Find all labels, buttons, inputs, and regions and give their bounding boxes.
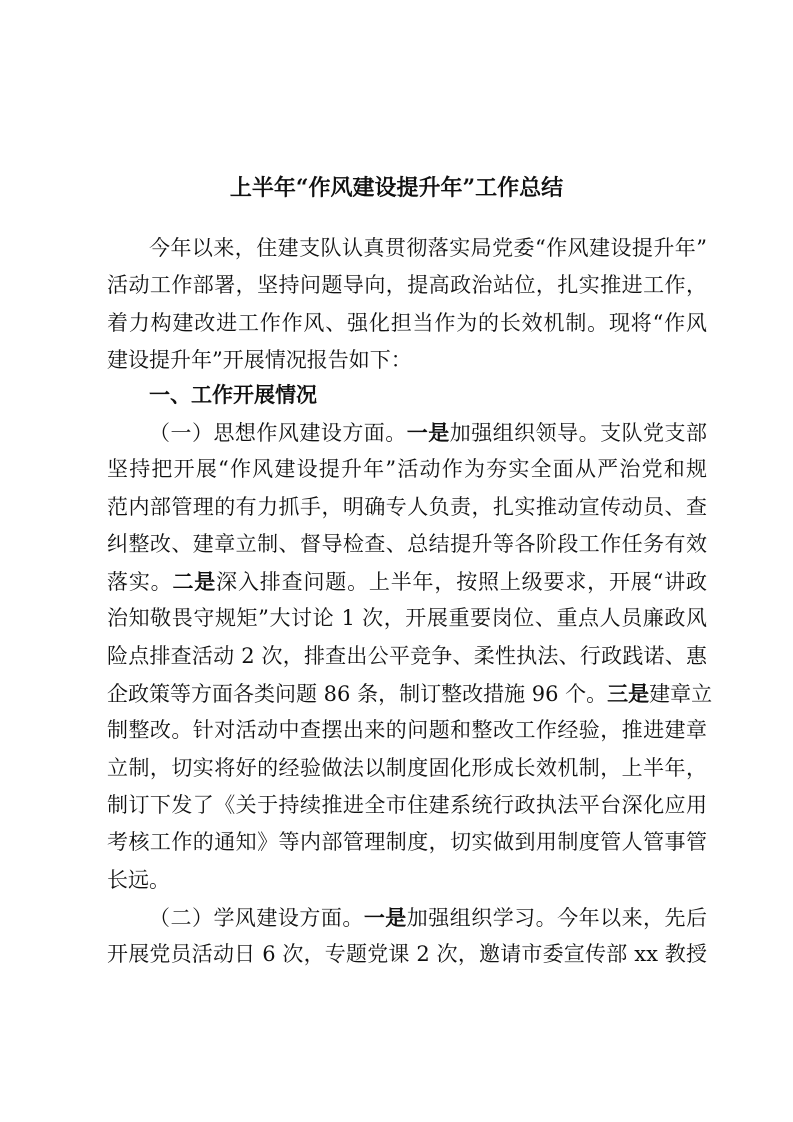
text-run: 深入排查问题。上半年，按照上级要求，开展“讲政	[216, 570, 708, 595]
text-run: 治知敬畏守规矩”大讨论 1 次，开展重要岗位、重点人员廉政风	[107, 606, 707, 631]
text-line	[107, 750, 707, 787]
text-run: 企政策等方面各类问题 86 条，制订整改措施 96 个。	[107, 682, 608, 707]
text-line	[107, 862, 707, 899]
section-heading: 一、工作开展情况	[149, 382, 317, 407]
body-paragraphs	[107, 414, 713, 973]
text-run: 活动工作部署，坚持问题导向，提高政治站位，扎实推进工作，	[107, 273, 707, 298]
text-line	[107, 787, 707, 824]
text-line	[107, 342, 707, 379]
text-line	[107, 267, 707, 304]
text-line	[107, 600, 707, 637]
text-line	[107, 526, 707, 563]
bold-text: 一是	[406, 420, 450, 445]
text-line	[107, 824, 707, 861]
text-run: 开展党员活动日 6 次，专题党课 2 次，邀请市委宣传部 xx 教授	[107, 942, 707, 967]
bold-text: 一是	[363, 904, 407, 930]
text-run: 建章立	[649, 682, 713, 707]
text-line	[107, 230, 707, 267]
text-run: 立制，切实将好的经验做法以制度固化形成长效机制，上半年，	[107, 755, 707, 780]
text-run: 范内部管理的有力抓手，明确专人负责，扎实推动宣传动员、查	[107, 494, 707, 519]
text-line	[107, 305, 707, 342]
text-run: 长远。	[107, 867, 170, 892]
text-run: 制订下发了《关于持续推进全市住建系统行政执法平台深化应用	[107, 792, 707, 817]
bold-text: 三是	[607, 681, 650, 707]
text-run: 着力构建改进工作作风、强化担当作为的长效机制。现将“作风	[107, 310, 707, 335]
bold-text: 二是	[172, 569, 217, 595]
text-run: 建设提升年”开展情况报告如下：	[107, 347, 412, 372]
text-run: 加强组织学习。今年以来，先后	[406, 905, 708, 930]
text-run: （一）思想作风建设方面。	[149, 421, 407, 445]
text-run: （二）学风建设方面。	[149, 905, 364, 930]
text-run: 制整改。针对活动中查摆出来的问题和整改工作经验，推进建章	[107, 718, 707, 743]
intro-paragraph	[107, 230, 707, 379]
text-line	[107, 675, 713, 712]
text-run: 今年以来，住建支队认真贯彻落实局党委“作风建设提升年”	[149, 236, 707, 260]
text-run: 险点排查活动 2 次，排查出公平竞争、柔性执法、行政践诺、惠	[107, 643, 707, 668]
text-run: 纠整改、建章立制、督导检查、总结提升等各阶段工作任务有效	[107, 531, 707, 556]
document-title: 上半年“作风建设提升年”工作总结	[229, 175, 564, 201]
text-line	[107, 414, 707, 451]
text-line	[107, 563, 707, 600]
text-line	[107, 451, 707, 488]
text-line	[107, 489, 707, 526]
text-run: 加强组织领导。支队党支部	[449, 421, 708, 445]
text-line	[107, 638, 707, 675]
text-line	[107, 899, 707, 936]
text-run: 落实。	[107, 570, 173, 595]
text-run: 坚持把开展“作风建设提升年”活动作为夯实全面从严治党和规	[107, 457, 707, 482]
text-run: 考核工作的通知》等内部管理制度，切实做到用制度管人管事管	[107, 830, 707, 855]
text-line	[107, 936, 707, 973]
text-line	[107, 712, 707, 749]
